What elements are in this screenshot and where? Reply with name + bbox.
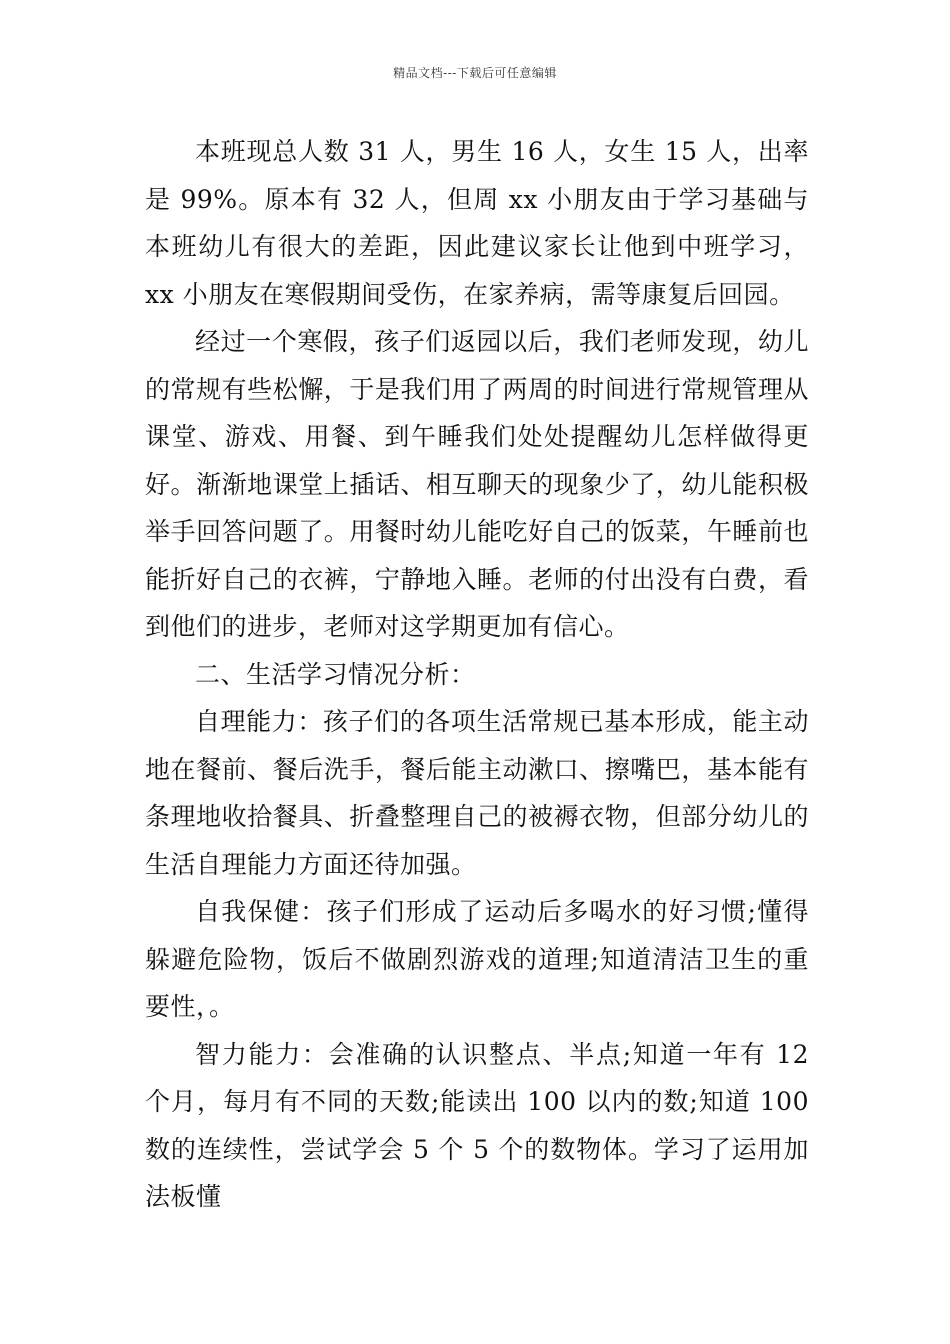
document-body bbox=[145, 128, 809, 1221]
paragraph-routine-management: 经过一个寒假，孩子们返园以后，我们老师发现，幼儿的常规有些松懈，于是我们用了两周的时间进行常规管理从课堂、游戏、用餐、到午睡我们处处提醒幼儿怎样做得更好。渐渐地课堂上插话、相互聊天的现象少了，幼儿能积极举手回答问题了。用餐时幼儿能吃好自己的饭菜，午睡前也能折好自己的衣裤，宁静地入睡。老师的付出没有白费，看到他们的进步，老师对这学期更加有信心。 bbox=[145, 327, 809, 641]
page-header: 精品文档---下载后可任意编辑 bbox=[393, 66, 557, 80]
paragraph-self-health: 自我保健：孩子们形成了运动后多喝水的好习惯;懂得躲避危险物，饭后不做剧烈游戏的道理;知道清洁卫生的重要性，。 bbox=[145, 897, 809, 1021]
section-heading-life-study: 二、生活学习情况分析： bbox=[195, 659, 476, 689]
paragraph-intellectual-ability: 智力能力：会准确的认识整点、半点;知道一年有 12 个月，每月有不同的天数;能读出 100 以内的数;知道 100 数的连续性，尝试学会 5 个 5 个的数物体。学习了运用加法板懂 bbox=[145, 1039, 809, 1211]
paragraph-self-care: 自理能力：孩子们的各项生活常规已基本形成，能主动地在餐前、餐后洗手，餐后能主动漱口、擦嘴巴，基本能有条理地收拾餐具、折叠整理自己的被褥衣物，但部分幼儿的生活自理能力方面还待加强。 bbox=[145, 707, 809, 879]
paragraph-class-enrollment: 本班现总人数 31 人，男生 16 人，女生 15 人，出率是 99%。原本有 32 人，但周 xx 小朋友由于学习基础与本班幼儿有很大的差距，因此建议家长让他到中班学习，xx 小朋友在寒假期间受伤，在家养病，需等康复后回园。 bbox=[145, 137, 809, 309]
